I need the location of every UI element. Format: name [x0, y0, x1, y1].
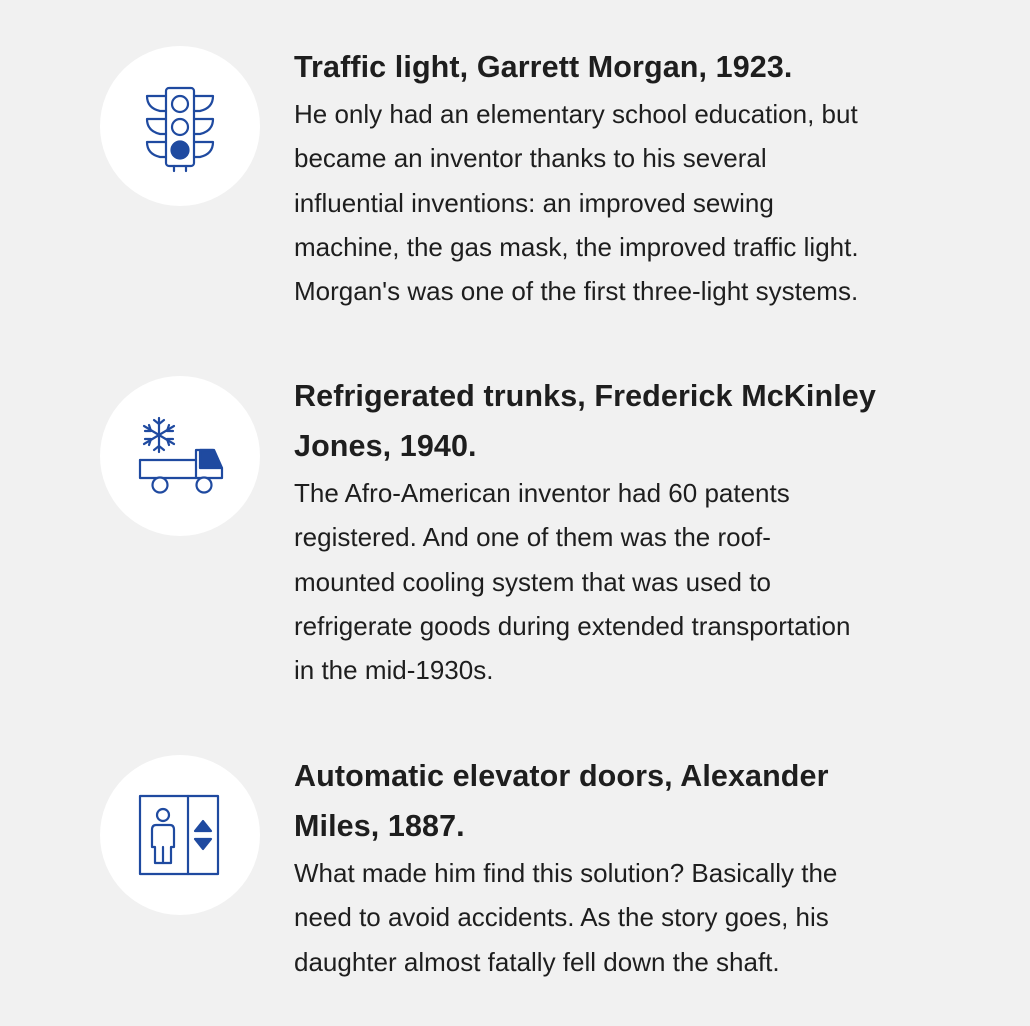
item-description [294, 851, 964, 984]
body-line: What made him find this solution? Basically the [294, 858, 838, 888]
body-line: He only had an elementary school education, but [294, 99, 858, 129]
icon-circle [100, 46, 260, 206]
item-title [294, 42, 964, 92]
refrigerated-truck-icon [100, 376, 260, 536]
title-line: Traffic light, Garrett Morgan, 1923. [294, 50, 793, 84]
body-line: machine, the gas mask, the improved traffic light. [294, 231, 859, 262]
title-line: Jones, 1940. [294, 429, 477, 463]
body-line: daughter almost fatally fell down the shaft. [294, 946, 780, 977]
body-line: The Afro-American inventor had 60 patents [294, 478, 790, 508]
body-line: in the mid-1930s. [294, 655, 494, 686]
icon-circle [100, 755, 260, 915]
item-title [294, 751, 964, 851]
body-line: mounted cooling system that was used to [294, 566, 771, 597]
title-line: Automatic elevator doors, Alexander [294, 759, 829, 793]
elevator-icon [100, 755, 260, 915]
body-line: Morgan's was one of the first three-light systems. [294, 276, 859, 307]
icon-circle [100, 376, 260, 536]
body-line: influential inventions: an improved sewing [294, 187, 774, 218]
body-line: registered. And one of them was the roof- [294, 522, 771, 553]
title-line: Refrigerated trunks, Frederick McKinley [294, 379, 876, 413]
body-line: need to avoid accidents. As the story goes, his [294, 902, 829, 933]
body-line: refrigerate goods during extended transportation [294, 610, 851, 641]
title-line: Miles, 1887. [294, 809, 465, 843]
item-title [294, 371, 964, 471]
item-description [294, 471, 964, 692]
traffic-light-icon [100, 46, 260, 206]
body-line: became an inventor thanks to his several [294, 143, 767, 174]
item-description [294, 92, 964, 313]
